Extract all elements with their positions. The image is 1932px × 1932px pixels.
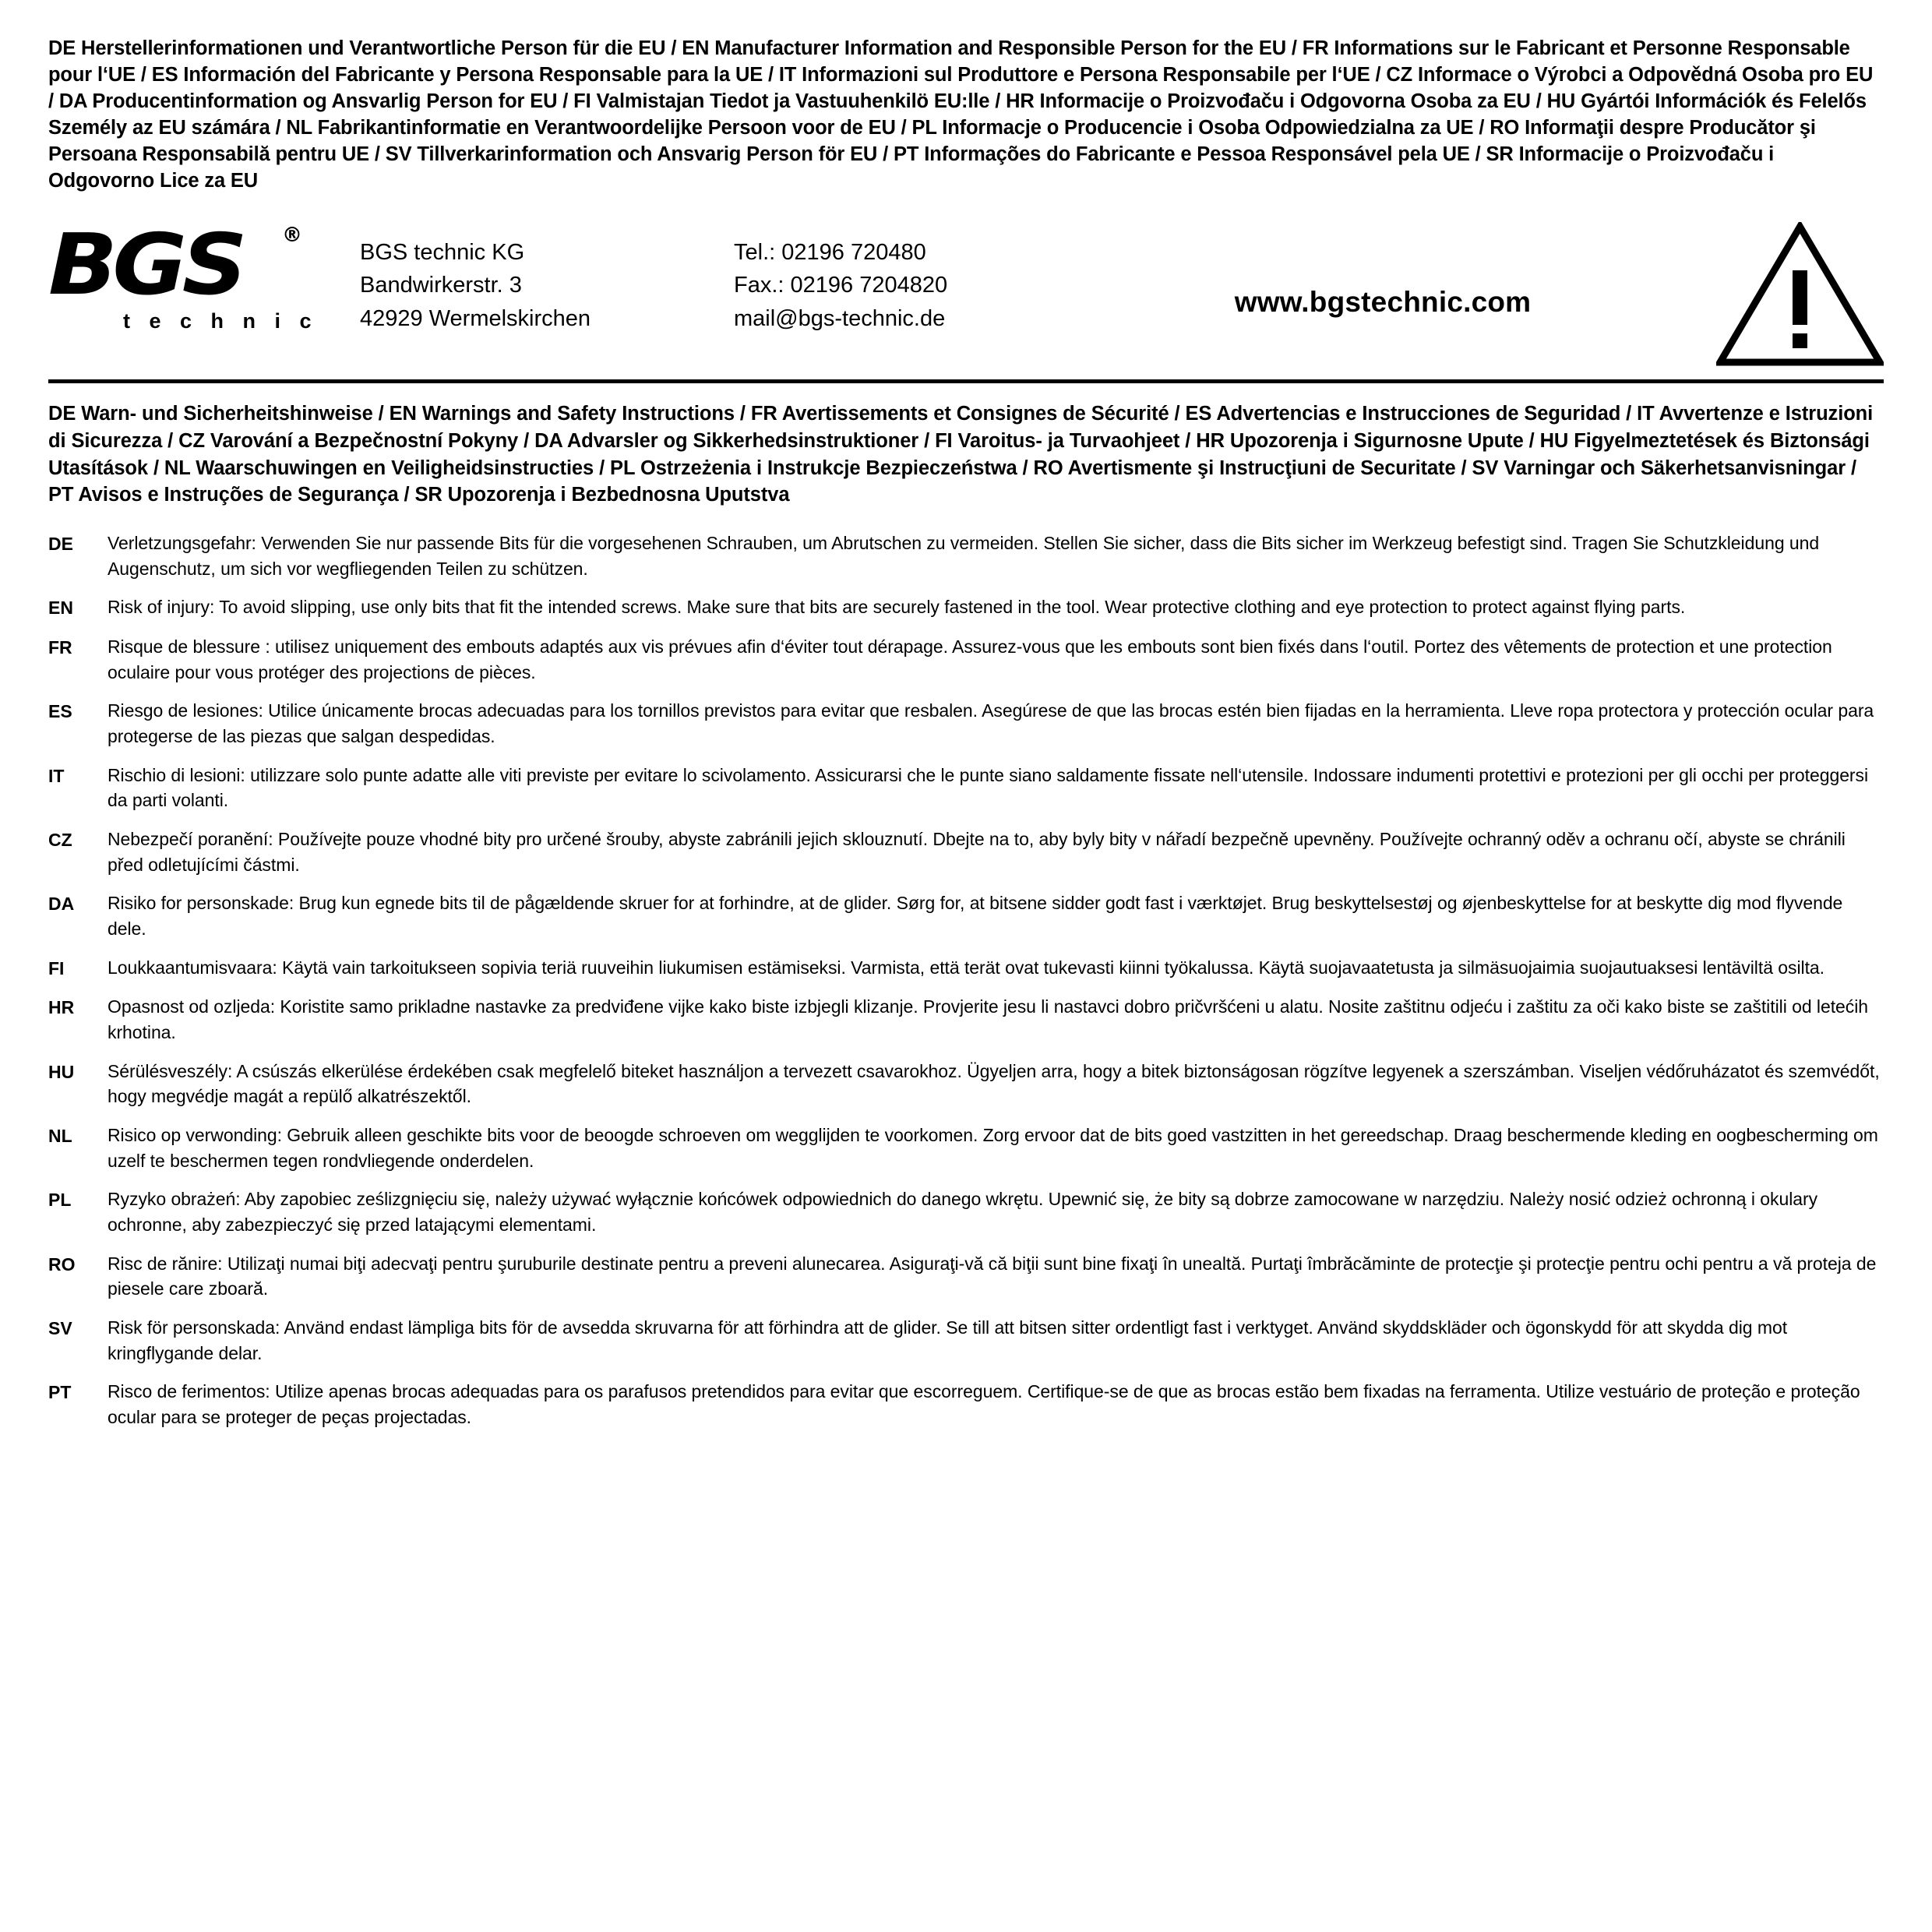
instructions-list (44, 531, 1888, 1430)
instruction-text: Risco de ferimentos: Utilize apenas brocas adequadas para os parafusos pretendidos para evitar que escorreguem. Certifique-se de que as brocas estão bem fixadas na ferramenta. Utilize vestuário de proteção e proteção ocular para se proteger de peças projectadas. (108, 1381, 1860, 1427)
language-code: RO (48, 1253, 76, 1274)
language-code: HR (48, 997, 75, 1018)
instruction-text: Risk för personskada: Använd endast lämpliga bits för de avsedda skruvarna för att förhindra att de glider. Se till att bitsen sitter ordentligt fast i verktyget. Använd skyddskläder och ögonskydd för att skydda dig mot kringflygande delar. (108, 1317, 1788, 1363)
list-item (48, 1186, 1882, 1237)
instruction-text: Rischio di lesioni: utilizzare solo punte adatte alle viti previste per evitare lo scivolamento. Assicurarsi che le punte siano saldamente fissate nell‘utensile. Indossare indumenti protettivi e protezioni per gli occhi per proteggersi da parti volanti. (108, 764, 1869, 811)
list-item (48, 1315, 1882, 1366)
language-code: FI (48, 957, 65, 978)
instruction-text: Risc de rănire: Utilizaţi numai biţi adecvaţi pentru şuruburile destinate pentru a preveni alunecarea. Asiguraţi-vă că biţii sunt bine fixaţi în unealtă. Purtaţi îmbrăcăminte de protecţie şi protecţie pentru ochi pentru a vă proteja de piesele care zboară. (108, 1253, 1877, 1299)
list-item (48, 594, 1882, 621)
list-item (48, 634, 1882, 685)
list-item (48, 955, 1882, 982)
company-contact (734, 219, 1061, 334)
language-code: EN (48, 598, 73, 619)
manufacturer-info-heading: DE Herstellerinformationen und Verantwortliche Person für die EU / EN Manufacturer Information and Responsible Person for the EU / FR Informations sur le Fabricant et Personne Responsable pour l‘UE / ES Información del Fabricante y Persona Responsable para la UE / IT Informazioni sul Produttore e Persona Responsabile per l‘UE / CZ Informace o Výrobci a Odpovědná Osoba pro EU / DA Producentinformation og Ansvarlig Person for EU / FI Valmistajan Tiedot ja Vastuuhenkilö EU:lle / HR Informacije o Proizvođaču i Odgovorna Osoba za EU / HU Gyártói Információk és Felelős Személy az EU számára / NL Fabrikantinformatie en Verantwoordelijke Persoon voor de EU / PL Informacje o Producencie i Osoba Odpowiedzialna za UE / RO Informaţii despre Producător şi Persoana Responsabilă pentru UE / SV Tillverkarinformation och Ansvarig Person för EU / PT Informações do Fabricante e Pessoa Responsável pela UE / SR Informacije o Proizvođaču i Odgovorno Lice za EU (48, 37, 1874, 192)
language-code: IT (48, 765, 65, 786)
instruction-text: Risiko for personskade: Brug kun egnede bits til de pågældende skruer for at forhindre, at de glider. Sørg for, at bitsene sidder godt fast i værktøjet. Brug beskyttelsestøj og øjenbeskyttelse for at beskytte dig mod flyvende dele. (108, 893, 1843, 939)
list-item (48, 1059, 1882, 1109)
list-item (48, 531, 1882, 581)
company-phone: Tel.: 02196 720480 (734, 240, 926, 266)
warning-triangle-icon (1705, 219, 1884, 366)
instruction-text: Sérülésveszély: A csúszás elkerülése érdekében csak megfelelő biteket használjon a tervezett csavarokhoz. Ügyeljen arra, hogy a bitek biztonságosan rögzítve legyenek a szerszámban. Viseljen védőruházatot és szemvédőt, hogy megvédje magát a repülő alkatrészektől. (108, 1060, 1880, 1107)
instruction-text: Riesgo de lesiones: Utilice únicamente brocas adecuadas para los tornillos previstos para evitar que resbalen. Asegúrese de que las brocas estén bien fijadas en la herramienta. Lleve ropa protectora y protección ocular para protegerse de las piezas que salgan despedidas. (108, 700, 1874, 747)
language-code: PT (48, 1382, 72, 1403)
bgs-logo (48, 219, 360, 333)
company-address (360, 219, 734, 334)
list-item (48, 1379, 1882, 1430)
language-code: DA (48, 894, 75, 915)
list-item (48, 698, 1882, 749)
language-code: ES (48, 701, 72, 722)
company-city: 42929 Wermelskirchen (360, 305, 591, 331)
list-item (48, 763, 1882, 813)
instruction-text: Risque de blessure : utilisez uniquement des embouts adaptés aux vis prévues afin d‘éviter tout dérapage. Assurez-vous que les embouts sont bien fixés dans l‘outil. Portez des vêtements de protection et une protection oculaire pour vous protéger des projections de pièces. (108, 636, 1832, 682)
language-code: DE (48, 534, 73, 555)
language-code: PL (48, 1190, 72, 1211)
instruction-text: Risico op verwonding: Gebruik alleen geschikte bits voor de beoogde schroeven om wegglijden te voorkomen. Zorg ervoor dat de bits goed vastzitten in het gereedschap. Draag beschermende kleding en oogbescherming om uzelf te beschermen tegen rondvliegende onderdelen. (108, 1124, 1878, 1171)
list-item (48, 994, 1882, 1045)
logo-subtitle: t e c h n i c (123, 309, 319, 333)
language-code: CZ (48, 830, 72, 851)
logo-wordmark: BGS (48, 217, 243, 315)
language-code: SV (48, 1317, 72, 1338)
language-code: HU (48, 1061, 75, 1082)
instruction-text: Risk of injury: To avoid slipping, use only bits that fit the intended screws. Make sure that bits are securely fastened in the tool. Wear protective clothing and eye protection to protect against flying parts. (108, 597, 1686, 618)
instruction-text: Opasnost od ozljeda: Koristite samo prikladne nastavke za predviđene vijke kako biste izbjegli klizanje. Provjerite jesu li nastavci dobro pričvršćeni u alatu. Nosite zaštitnu odjeću i zaštitu za oči kako biste se zaštitili od letećih krhotina. (108, 996, 1869, 1042)
instruction-text: Loukkaantumisvaara: Käytä vain tarkoitukseen sopivia teriä ruuveihin liukumisen estämiseksi. Varmista, että terät ovat tukevasti kiinni työkalussa. Käytä suojavaatetusta ja silmäsuojaimia suojautuaksesi lentäviltä osilta. (108, 957, 1825, 978)
instruction-text: Ryzyko obrażeń: Aby zapobiec ześlizgnięciu się, należy używać wyłącznie końcówek odpowiednich do danego wkrętu. Upewnić się, że bity są dobrze zamocowane w narzędziu. Należy nosić odzież ochronną i okulary ochronne, aby zabezpieczyć się przed latającymi elementami. (108, 1189, 1818, 1235)
language-code: NL (48, 1125, 72, 1146)
warnings-section-heading: DE Warn- und Sicherheitshinweise / EN Warnings and Safety Instructions / FR Avertissements et Consignes de Sécurité / ES Advertencias e Instrucciones de Seguridad / IT Avvertenze e Istruzioni di Sicurezza / CZ Varování a Bezpečnostní Pokyny / DA Advarsler og Sikkerhedsinstruktioner / FI Varoitus- ja Turvaohjeet / HR Upozorenja i Sigurnosne Upute / HU Figyelmeztetések és Biztonsági Utasítások / NL Waarschuwingen en Veiligheidsinstructies / PL Ostrzeżenia i Instrukcje Bezpieczeństwa / RO Avertismente şi Instrucţiuni de Securitate / SV Varningar och Säkerhetsanvisningar / PT Avisos e Instruções de Segurança / SR Upozorenja i Bezbednosna Uputstva (48, 403, 1874, 506)
registered-trademark-icon: ® (282, 224, 302, 248)
instruction-text: Verletzungsgefahr: Verwenden Sie nur passende Bits für die vorgesehenen Schrauben, um Abrutschen zu vermeiden. Stellen Sie sicher, dass die Bits sicher im Werkzeug befestigt sind. Tragen Sie Schutzkleidung und Augenschutz, um sich vor wegfliegenden Teilen zu schützen. (108, 533, 1820, 579)
instruction-text: Nebezpečí poranění: Používejte pouze vhodné bity pro určené šrouby, abyste zabránili jejich sklouznutí. Dbejte na to, aby byly bity v nářadí bezpečně upevněny. Používejte ochranný oděv a ochranu očí, abyste se chránili před odletujícími částmi. (108, 829, 1846, 875)
list-item (48, 1251, 1882, 1302)
company-fax: Fax.: 02196 7204820 (734, 273, 948, 298)
language-code: FR (48, 637, 72, 658)
list-item (48, 890, 1882, 941)
company-name: BGS technic KG (360, 240, 525, 266)
list-item (48, 827, 1882, 877)
company-website[interactable]: www.bgstechnic.com (1234, 286, 1532, 319)
company-email: mail@bgs-technic.de (734, 305, 946, 331)
company-street: Bandwirkerstr. 3 (360, 273, 522, 298)
company-info-block (44, 208, 1888, 375)
list-item (48, 1123, 1882, 1173)
